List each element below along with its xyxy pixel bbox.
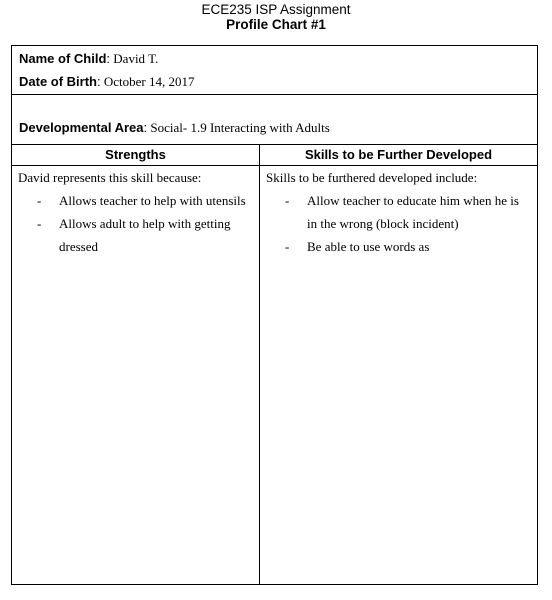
skill-item-text: Allow teacher to educate him when he is in the wrong (block incident) — [307, 193, 519, 231]
bullet-dash: - — [285, 239, 290, 254]
skills-to-develop-body — [260, 166, 537, 258]
date-of-birth-label: Date of Birth — [19, 74, 97, 89]
date-of-birth-value: October 14, 2017 — [103, 74, 195, 89]
developmental-area-label: Developmental Area — [19, 120, 144, 135]
skills-list — [266, 189, 531, 258]
child-name-field: Name of Child: David T. — [19, 51, 159, 66]
list-item — [18, 212, 253, 258]
skills-to-develop-heading: Skills to be Further Developed — [260, 145, 537, 166]
child-info-section — [12, 46, 537, 95]
developmental-area-section — [12, 95, 537, 145]
list-item — [18, 189, 253, 212]
developmental-area-field: Developmental Area: Social- 1.9 Interacting with Adults — [19, 120, 330, 135]
strengths-intro: David represents this skill because: — [18, 170, 202, 185]
assignment-title: ECE235 ISP Assignment — [201, 2, 351, 17]
list-item — [266, 235, 531, 258]
list-item — [266, 189, 531, 235]
strengths-body — [12, 166, 259, 258]
strength-item-text: Allows adult to help with getting dressed — [59, 216, 231, 254]
bullet-dash: - — [37, 193, 42, 208]
skills-to-develop-column — [260, 145, 537, 584]
strengths-list — [18, 189, 253, 258]
strengths-column — [12, 145, 260, 584]
document-title — [0, 2, 552, 32]
strengths-heading: Strengths — [12, 145, 259, 166]
date-of-birth-field: Date of Birth: October 14, 2017 — [19, 74, 195, 89]
strength-item-text: Allows teacher to help with utensils — [59, 193, 246, 208]
bullet-dash: - — [285, 193, 290, 208]
child-name-value: David T. — [113, 51, 159, 66]
developmental-area-value: Social- 1.9 Interacting with Adults — [150, 120, 330, 135]
child-name-label: Name of Child — [19, 51, 107, 66]
skill-item-text: Be able to use words as — [307, 239, 430, 254]
profile-chart-table — [11, 45, 538, 585]
skills-intro: Skills to be furthered developed include: — [266, 170, 478, 185]
bullet-dash: - — [37, 216, 42, 231]
profile-chart-title: Profile Chart #1 — [226, 17, 326, 32]
